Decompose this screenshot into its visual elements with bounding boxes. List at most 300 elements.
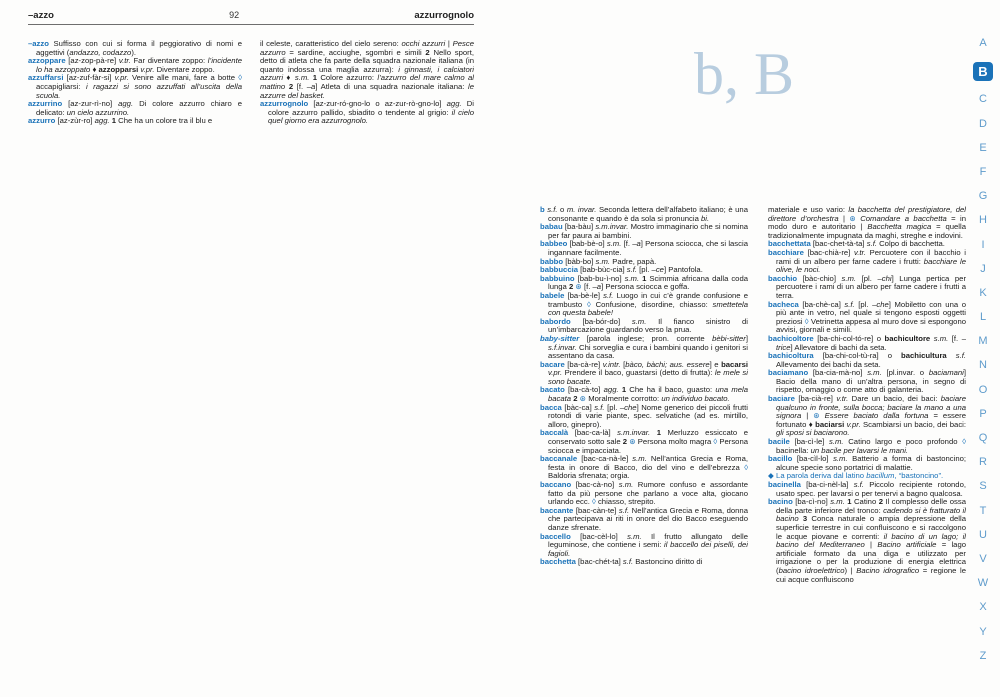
text-run: Luogo in cui c’è grande confusione e trambusto (548, 290, 748, 309)
text-run: [f. (581, 282, 593, 292)
text-run: [ba-bè-le] (564, 290, 604, 300)
alphabet-index-letter-b[interactable]: B (973, 62, 993, 81)
text-run: ) | (844, 565, 857, 575)
alphabet-index-letter-z[interactable]: Z (979, 649, 987, 662)
text-run: | (445, 40, 453, 48)
text-run: s.m.invar. (617, 428, 651, 438)
text-run: s.f. (866, 239, 877, 249)
text-run: s.m. (595, 256, 611, 266)
text-run: 2 (425, 47, 430, 57)
headword: bacchetta (540, 557, 576, 567)
text-run: [az-zuf-fàr-si] (63, 73, 115, 83)
text-run: | (801, 411, 814, 421)
text-run: v.tr. (836, 394, 849, 404)
right-page-column-1 (540, 206, 748, 686)
text-run: Diventare zoppo. (154, 64, 215, 74)
text-run: Moralmente corrotto: (586, 394, 662, 404)
text-run: ◊ (713, 437, 718, 447)
dictionary-entry (768, 498, 966, 584)
text-run: un cielo azzurrino. (66, 107, 130, 117)
dictionary-entry (540, 558, 748, 567)
text-run: Comandare a bacchetta (860, 213, 947, 223)
text-run: l’incidente lo ha azzoppato (36, 56, 242, 74)
page-header (28, 10, 474, 25)
text-run: ] Mobiletto con una o più ante in vetro, nel quale si tengono esposti oggetti preziosi (776, 299, 966, 326)
alphabet-index-letter-g[interactable]: G (978, 190, 988, 203)
text-run: ◊ (804, 316, 809, 326)
text-run: ⊛ (849, 213, 856, 223)
alphabet-index-letter-m[interactable]: M (978, 335, 988, 348)
alphabet-index-letter-o[interactable]: O (978, 383, 988, 396)
text-run: l’azzurro del mare calmo al mattino (260, 73, 474, 91)
text-run: [ba-cìl-lo] (792, 454, 834, 464)
dictionary-entry (540, 275, 748, 292)
text-run: [bac-chét-ta] (575, 557, 623, 567)
dictionary-entry (540, 361, 748, 387)
alphabet-index-letter-p[interactable]: P (979, 407, 987, 420)
text-run: s.m. (867, 368, 882, 378)
text-run: ♦ (286, 73, 292, 83)
text-run: ◆ La parola deriva dal latino (768, 471, 867, 481)
headword: bachicoltura (768, 351, 814, 361)
text-run: gli sposi si baciarono. (776, 428, 850, 438)
text-run: Mostro immaginario che si nomina per far paura ai bambini. (548, 222, 748, 240)
dictionary-entry (28, 117, 242, 126)
text-run: s.m. (833, 454, 848, 464)
alphabet-index-letter-d[interactable]: D (979, 117, 987, 130)
text-run: ♦ baciarsi (808, 419, 845, 429)
text-run: un bacile per lavarsi le mani. (810, 445, 909, 455)
text-run: Il complesso delle ossa della parte inferiore del tronco: (776, 497, 966, 515)
text-run: [ (620, 359, 626, 369)
text-run: [ba-cia-mà-no] (808, 368, 868, 378)
text-run: = regione le cui acque confluiscono (776, 565, 966, 584)
text-run: Venire alle mani, fare a botte (128, 73, 239, 83)
text-run: s.f. (955, 351, 966, 361)
text-run: ⊛ (575, 282, 582, 292)
text-run: s.f. (547, 206, 558, 214)
headword: baciamano (768, 368, 809, 378)
dictionary-entry (768, 395, 966, 438)
text-run: bi. (701, 213, 710, 223)
text-run: 2 (288, 81, 294, 91)
dictionary-entry (768, 335, 966, 352)
text-run: –a (592, 282, 602, 292)
headword: bacino (768, 497, 793, 507)
text-run: = quella tradizionalmente impugnata da maghi, streghe e indovini. (768, 222, 966, 240)
text-run: [ba-bàu] (562, 222, 596, 232)
text-run: s.f. (594, 402, 605, 412)
text-run: –chi (877, 273, 892, 283)
text-run: –che (872, 299, 889, 309)
text-run: Catino (851, 497, 879, 507)
headword: bacillo (768, 454, 793, 464)
text-run: [ba-cì-no] (792, 497, 831, 507)
alphabet-index-letter-l[interactable]: L (979, 311, 987, 324)
text-run: le azzurre del basket. (260, 81, 474, 100)
alphabet-index-letter-q[interactable]: Q (978, 432, 988, 444)
text-run: Colpo di bacchetta. (876, 239, 945, 249)
text-run: Che ha un colore tra il blu e (116, 116, 213, 126)
text-run: il cielo quel giorno era azzurrognolo. (268, 107, 474, 126)
alphabet-index-letter-s[interactable]: S (979, 480, 987, 493)
headword: babordo (540, 316, 571, 326)
text-run: s.f. (603, 290, 614, 300)
alphabet-index-letter-c[interactable]: C (979, 93, 987, 106)
text-run: ◊ (592, 497, 596, 507)
text-run: [pl. (856, 273, 878, 283)
headword: baciare (768, 394, 795, 404)
text-run: 2 (568, 282, 574, 292)
text-run: ] Lunga pertica per percuotere i rami di un albero per farne cadere i frutti a terra. (776, 273, 966, 300)
text-run: s.m. (606, 239, 622, 249)
alphabet-index-letter-j[interactable]: J (980, 262, 986, 275)
text-run: Bacino idrografico (856, 565, 920, 575)
dictionary-entry (768, 206, 966, 240)
text-run: v.pr. (114, 73, 129, 83)
text-run: 2 (622, 437, 628, 447)
text-run: [ba-ci-nèl-la] (800, 480, 854, 489)
text-run: Colore azzurro: (317, 73, 378, 83)
headword: azzurrognolo (260, 99, 309, 109)
text-run: Dare un bacio, dei baci: (848, 394, 941, 404)
text-run: 1 (847, 497, 852, 507)
text-run: [az-zur-ró-gno-lo o az-zur-rò-gno-lo] (308, 99, 447, 109)
alphabet-index-letter-u[interactable]: U (979, 528, 987, 541)
text-run: la bacchetta del prestigiatore, del direttore d’orchestra (768, 206, 966, 223)
text-run: [f. (293, 81, 307, 91)
text-run: bàco, bàchi; aus. essere (625, 359, 710, 369)
headword: bacchettata (768, 239, 811, 249)
text-run: ] Persona sciocca, che si lascia ingannare facilmente. (548, 239, 748, 257)
text-run: [ba-cà-re] (564, 359, 603, 369)
dictionary-entry (540, 386, 748, 403)
alphabet-index-letter-i[interactable]: I (981, 238, 985, 251)
headword: –azzo (28, 40, 49, 48)
text-run: [bàb-bo] (563, 256, 596, 266)
headword: bacheca (768, 299, 799, 309)
text-run: [bab-bu-ì-no] (574, 273, 625, 283)
text-run: [pl. (604, 402, 620, 412)
dictionary-entry (540, 318, 748, 335)
text-run: [parola inglese; pron. corrente (579, 333, 713, 343)
text-run: s.m. (830, 497, 845, 507)
text-run: s.m. (631, 316, 647, 326)
text-run: ♦ azzopparsi (92, 64, 139, 74)
text-run: v.pr. (548, 368, 563, 378)
text-run: [bac-chet-tà-ta] (810, 239, 867, 249)
text-run: [ba-cì-le] (789, 437, 830, 447)
dictionary-entry (260, 40, 474, 100)
text-run: Far diventare zoppo: (130, 56, 208, 66)
text-run: s.f. (618, 505, 630, 515)
text-run: agg. (446, 99, 462, 109)
text-run: Rumore confuso e assordante fatto da più persone che parlano a voce alta, giocano urlando ecc. (548, 480, 748, 507)
text-run: s.m. (632, 454, 647, 464)
text-run: s.f.invar. (548, 342, 577, 352)
text-run: Bacchetta magica (867, 222, 932, 232)
headword: bacchiare (768, 247, 804, 257)
text-run: smettetela con questa babele! (548, 299, 748, 318)
text-run: Suffisso con cui si forma il peggiorativo di nomi e aggettivi ( (36, 40, 242, 57)
text-run: 1 (621, 385, 627, 395)
dictionary-entry (540, 335, 748, 361)
headword: babbeo (540, 239, 568, 249)
headword: babele (540, 290, 565, 300)
text-run: bachicultura (901, 351, 947, 361)
text-run: [az-zop-pà-re] (65, 56, 119, 66)
dictionary-entry (768, 275, 966, 301)
text-run: ] Pantofola. (663, 265, 703, 275)
text-run: [ba-cà-to] (564, 385, 604, 395)
text-run: una mela bacata (548, 385, 748, 404)
text-run: [f. (948, 333, 962, 343)
text-run: cadendo si è fratturato il bacino (776, 505, 966, 524)
text-run: o (557, 206, 567, 214)
headword: bacare (540, 359, 565, 369)
text-run: Baldoria sfrenata; orgia. (548, 471, 630, 481)
alphabet-index-letter-w[interactable]: W (977, 577, 989, 590)
dictionary-entry (768, 455, 966, 472)
text-run: = sardine, acciughe, sgombri e simili (285, 47, 426, 57)
text-run: accapigliarsi: (36, 81, 86, 91)
text-run: [ba-bór-do] (570, 316, 632, 326)
text-run: [bab-bùc-cia] (578, 265, 627, 275)
headword: baccalà (540, 428, 569, 438)
text-run: Confusione, disordine, chiasso: (590, 299, 713, 309)
text-run: m. invar. (566, 206, 597, 214)
text-run: ). (131, 47, 137, 57)
headword: azzuffarsi (28, 73, 64, 83)
dictionary-entry (540, 507, 748, 533)
text-run: [pl. (854, 299, 873, 309)
alphabet-index (971, 38, 995, 662)
text-run: 1 (111, 116, 117, 126)
dictionary-entry (260, 100, 474, 126)
text-run: Nello sport, detto di atleta che fa parte della squadra nazionale italiana (in quanto indossa una maglia azzurra): (260, 47, 474, 74)
text-run: bacchiare le olive, le noci. (776, 256, 966, 275)
text-run: baciare qualcuno in fronte, sulla bocca; baciare la mano a una signora (776, 394, 966, 421)
text-run: bachicultore (884, 333, 931, 343)
text-run: baciamani (928, 368, 964, 378)
text-run: Di colore azzurro pallido, sbiadito o tendente al grigio: (268, 99, 474, 117)
text-run: s.m. (933, 333, 949, 343)
text-run: ⊛ (629, 437, 636, 447)
text-run: agg. (603, 385, 619, 395)
text-run: Conca naturale o ampia depressione della superficie terrestre in cui confluiscono e si raccolgono le acque piovane e correnti: (776, 514, 966, 541)
text-run: bacarsi (721, 359, 748, 369)
dictionary-entry (28, 40, 242, 57)
text-run: [ba-cià-re] (794, 394, 837, 404)
alphabet-index-letter-a[interactable]: A (979, 37, 987, 49)
text-run: Persona sciocca e impacciata. (548, 437, 748, 455)
text-run: Scambiarsi un bacio, dei baci: (860, 419, 966, 429)
text-run: v.pr. (846, 419, 861, 429)
headword: baccante (540, 505, 574, 515)
text-run (947, 351, 956, 360)
headword: bacinella (768, 480, 801, 489)
text-run: –a (306, 81, 316, 91)
text-run: i ragazzi si sono azzuffati all’uscita della scuola. (36, 81, 242, 100)
text-run: il celeste, caratteristico del cielo sereno: (260, 40, 402, 48)
text-run: bacino idroelettrico (778, 565, 845, 575)
alphabet-index-letter-e[interactable]: E (979, 141, 987, 154)
text-run: Percuotere con il bacchio i rami di un albero per farne cadere i frutti: (776, 247, 966, 266)
dictionary-entry (28, 74, 242, 100)
text-run: Nell’antica Grecia e Roma, donna che partecipava ai riti in onore del dio Bacco eseguendo danze sfrenate. (548, 505, 748, 532)
headword: azzurrino (28, 99, 63, 109)
text-run: andazzo, codazzo (69, 47, 132, 57)
text-run: s.m. (624, 273, 640, 283)
text-run: Bastoncino diritto di (633, 557, 703, 567)
text-run: Chi sorveglia e cura i bambini quando i genitori si assentano da casa. (548, 342, 748, 361)
text-run: ◊ (744, 462, 748, 472)
text-run: v.pr. (140, 64, 155, 74)
text-run: s.m. (294, 73, 310, 83)
alphabet-index-letter-r[interactable]: R (979, 456, 987, 469)
text-run: [ba-chi-col-tó-re] o (813, 333, 885, 343)
headword: baccanale (540, 454, 578, 464)
text-run: s.f. (844, 299, 855, 309)
alphabet-index-letter-v[interactable]: V (979, 552, 987, 565)
text-run: ◊ (238, 73, 242, 83)
alphabet-index-letter-x[interactable]: X (979, 601, 987, 614)
dictionary-entry (768, 249, 966, 275)
text-run: [bàc-chio] (797, 273, 842, 283)
headword: baccello (540, 531, 571, 541)
text-run: Seconda lettera dell’alfabeto italiano; è una consonante e quando è da sola si pronuncia (548, 206, 748, 223)
text-run: Nell’antica Grecia e Roma, festa in onore di Bacco, dio del vino e dell’ebrezza (548, 454, 748, 472)
text-run: | (864, 540, 878, 550)
text-run: v.tr. (854, 247, 866, 257)
text-run: –trice (776, 333, 966, 352)
text-run: Pesce azzurro (260, 40, 474, 57)
text-run: un individuo bacato. (661, 394, 730, 404)
headword: bachicoltore (768, 333, 814, 343)
text-run: il bacino di un lago; il bacino del Mediterraneo (776, 531, 966, 550)
text-run: ] e (709, 359, 722, 369)
headword: bacchio (768, 273, 798, 283)
alphabet-index-letter-n[interactable]: N (979, 359, 987, 372)
text-run: bacillum (866, 471, 895, 481)
text-run: agg. (94, 116, 110, 126)
right-page-column-2 (768, 206, 966, 686)
text-run: Scimmia africana dalla coda lunga (548, 273, 748, 292)
text-run: Batterio a forma di bastoncino; alcune specie sono portatrici di malattie. (776, 454, 966, 472)
text-run: ] Bacio della mano di un’altra persona, in segno di rispetto, omaggio o come atto di galanteria. (776, 368, 966, 395)
text-run: –a (632, 239, 641, 249)
headword: babau (540, 222, 563, 232)
headword: bacca (540, 402, 562, 412)
text-run: = lago artificiale formato da una diga e utilizzato per irrigazione o per la produzione di energia elettrica ( (776, 540, 966, 575)
text-run: chiasso, strepito. (595, 497, 656, 507)
text-run: [bac-càn-te] (573, 505, 619, 515)
alphabet-index-letter-k[interactable]: K (979, 286, 987, 299)
left-page-column-1 (28, 40, 242, 190)
dictionary-entry (540, 240, 748, 257)
page-number: 92 (229, 10, 240, 20)
text-run: s.f. (853, 480, 864, 489)
text-run: s.f. (626, 265, 638, 275)
dictionary-entry (540, 206, 748, 223)
text-run: = in modo duro e autoritario | (768, 213, 966, 232)
text-run: [f. (621, 239, 633, 249)
text-run: occhi azzurri (401, 40, 446, 48)
text-run: [bàc-ca] (561, 402, 595, 412)
text-run: [pl.invar. o (881, 368, 929, 378)
text-run: ◊ (586, 299, 591, 309)
alphabet-index-letter-h[interactable]: H (979, 214, 987, 227)
text-run: –che (619, 402, 637, 412)
text-run: s.m. (829, 437, 844, 447)
text-run: Essere baciato dalla fortuna (824, 411, 929, 421)
text-run: [bab-bè-o] (567, 239, 607, 249)
text-run: Prendere il baco, guastarsi (detto di frutta): (562, 368, 715, 378)
text-run: materiale e uso vario: (768, 206, 849, 214)
guide-word-right: azzurrognolo (414, 10, 474, 21)
text-run: ] Nome generico dei piccoli frutti rotondi di varie piante, spec. selvatiche (ad es. mirtillo, alloro, ginepro). (548, 402, 748, 429)
dictionary-entry (768, 352, 966, 369)
dictionary-entry (28, 57, 242, 74)
headword: azzoppare (28, 56, 66, 66)
text-run: 2 (573, 394, 578, 404)
headword: baby-sitter (540, 333, 580, 343)
text-run: [ba-chè-ca] (798, 299, 845, 309)
dictionary-entry (768, 369, 966, 395)
text-run: [bac-ca-là] (568, 428, 618, 438)
text-run: ⊛ (813, 411, 820, 421)
text-run: i ginnasti, i calciatori azzurri (260, 64, 474, 83)
headword: bacile (768, 437, 790, 447)
text-run: Piccolo recipiente rotondo, usato spec. per lavarsi o per tenervi a bagno qualcosa. (776, 480, 966, 498)
text-run: [pl. (637, 265, 652, 275)
text-run: bèbi-sitter (712, 333, 746, 343)
text-run: Allevamento dei bachi da seta. (776, 359, 881, 369)
text-run: [ba-chi-col-tù-ra] o (813, 351, 901, 361)
dictionary-entry (540, 404, 748, 430)
dictionary-entry (540, 455, 748, 481)
headword: babbuino (540, 273, 575, 283)
headword: bacato (540, 385, 565, 395)
text-run: ] Allevatore di bachi da seta. (790, 342, 887, 352)
section-letter-watermark: b, B (694, 41, 795, 107)
headword: baccano (540, 480, 572, 489)
text-run: , “bastoncino”. (894, 471, 944, 481)
text-run: [bac-cèl-lo] (570, 531, 628, 541)
guide-word-left: –azzo (28, 10, 54, 21)
alphabet-index-letter-t[interactable]: T (979, 504, 987, 517)
text-run: agg. (118, 99, 134, 109)
text-run: 1 (642, 273, 647, 283)
text-run: [az-zur-rì-no] (62, 99, 119, 109)
dictionary-entry (540, 429, 748, 455)
dictionary-entry (540, 292, 748, 318)
text-run: s.m. (618, 480, 634, 489)
text-run: s.m. (841, 273, 857, 283)
text-run: ] Persona sciocca e goffa. (601, 282, 690, 292)
text-run: 1 (312, 73, 317, 83)
text-run: [bac-chià-re] (803, 247, 854, 257)
text-run: 3 (802, 514, 808, 524)
alphabet-index-letter-y[interactable]: Y (979, 625, 987, 638)
text-run: ] Atleta di una squadra nazionale italiana: (315, 81, 469, 91)
text-run: v.intr. (602, 359, 621, 369)
text-run: Bacino artificiale (877, 540, 937, 550)
alphabet-index-letter-f[interactable]: F (979, 165, 987, 178)
text-run: Merluzzo essiccato e conservato sotto sale (548, 428, 748, 447)
text-run: | (838, 213, 850, 223)
text-run: [bac-ca-nà-le] (577, 454, 633, 464)
